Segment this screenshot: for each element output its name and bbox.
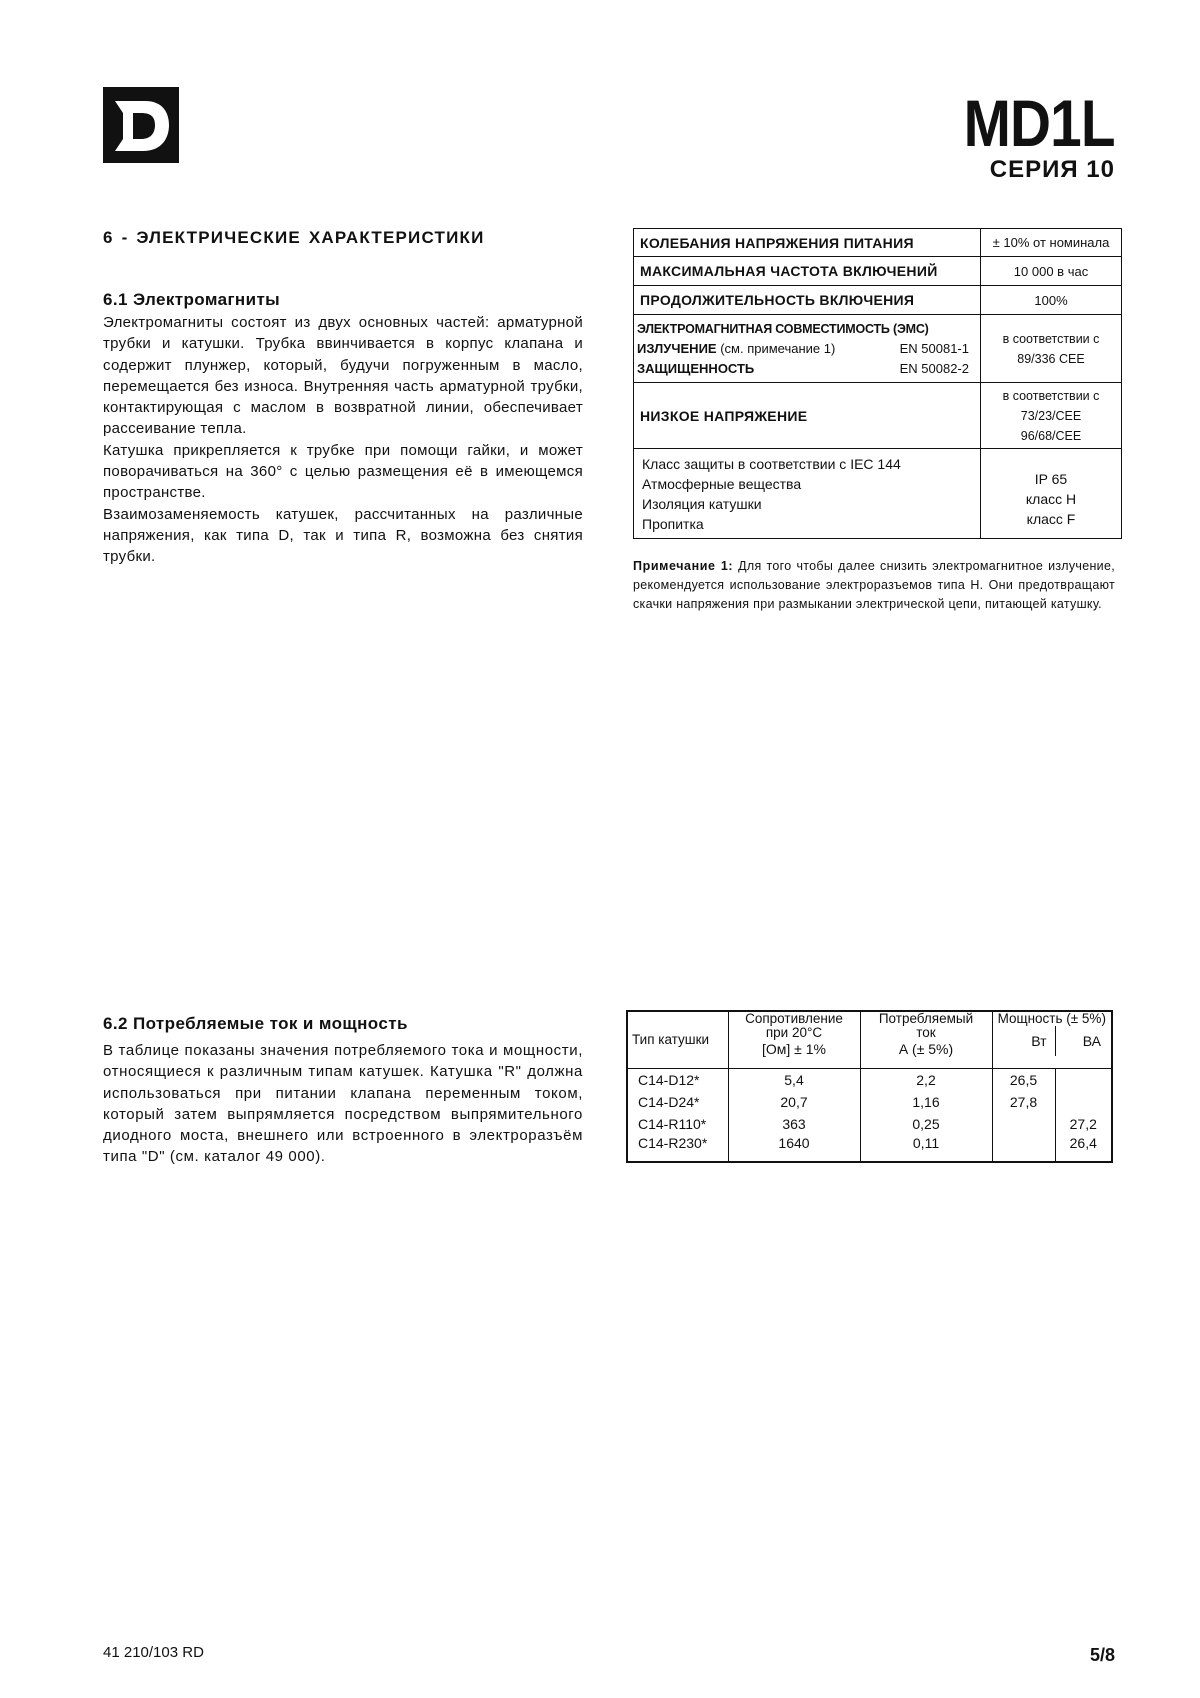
col-header-va: ВА — [1082, 1033, 1102, 1049]
paragraph: Электромагниты состоят из двух основных частей: арматурной трубки и катушки. Трубка ввинчивается в корпус клапана и содержит плунжер, который, будучи погруженным в масло, перемещается без износа. Внутренняя часть арматурной трубки, контактирующая с маслом в возвратной линии, обеспечивает рассеивание тепла. — [103, 314, 583, 438]
coil-type-cell: C14-R110* — [627, 1113, 728, 1135]
table-row — [634, 383, 1122, 449]
subsection-title-6-2: 6.2 Потребляемые ток и мощность — [103, 1014, 408, 1033]
insulation-value: класс H — [1025, 490, 1077, 507]
electrical-spec-table — [633, 228, 1122, 539]
emc-value-line: в соответствии с — [1002, 331, 1100, 346]
low-voltage-value-line: в соответствии с — [1002, 388, 1100, 403]
table-row — [627, 1091, 1112, 1113]
col-header-resistance — [728, 1011, 860, 1069]
impregnation-value: класс F — [1026, 510, 1076, 527]
va-cell: 27,2 — [1069, 1116, 1097, 1132]
table-row — [634, 257, 1122, 286]
emc-value-line: 89/336 CEE — [1017, 351, 1085, 366]
table-header-row — [627, 1011, 1112, 1069]
insulation-label: Изоляция катушки — [642, 495, 762, 512]
note-label: Примечание 1: — [633, 559, 734, 573]
subsection-text-6-1 — [103, 312, 583, 568]
resistance-cell: 363 — [728, 1113, 860, 1135]
watt-cell — [992, 1113, 1055, 1135]
resistance-cell: 1640 — [728, 1135, 860, 1162]
emc-value — [981, 315, 1122, 383]
paragraph: Взаимозаменяемость катушек, рассчитанных на различные напряжения, как типа D, так и типа R, возможна без снятия трубки. — [103, 505, 583, 566]
power-subheaders — [993, 1034, 1112, 1056]
low-voltage-value — [981, 383, 1122, 449]
coil-type-cell: C14-R230* — [627, 1135, 728, 1162]
va-cell: 26,4 — [1069, 1135, 1097, 1151]
duplomatic-logo — [103, 87, 179, 163]
protection-label: Класс защиты в соответствии с IEC 144 — [642, 455, 901, 472]
current-cell: 2,2 — [860, 1069, 992, 1092]
current-cell: 0,11 — [860, 1135, 992, 1162]
table-row — [627, 1135, 1112, 1162]
note-text: Для того чтобы далее снизить электромагнитное излучение, рекомендуется использование электроразъемов типа H. Они предотвращают скачки напряжения при размыкании электрической цепи, питающей катушку. — [633, 559, 1115, 611]
atmos-label: Атмосферные вещества — [642, 475, 802, 492]
subsection-text-6-2: В таблице показаны значения потребляемого тока и мощности, относящиеся к различным типам катушек. Катушка "R" должна использоваться при питании клапана переменным током, который затем выпрямляется посредством выпрямительного диодного моста, внешнего или встроенного в электроразъём типа "D" (см. каталог 49 000). — [103, 1042, 583, 1166]
watt-cell: 27,8 — [992, 1091, 1055, 1113]
emc-cell — [634, 315, 981, 383]
low-voltage-label: НИЗКОЕ НАПРЯЖЕНИЕ — [634, 383, 981, 449]
col-header-type: Тип катушки — [627, 1011, 728, 1069]
paragraph: Катушка прикрепляется к трубке при помощи гайки, и может поворачиваться на 360° с целью размещения её в имеющемся пространстве. — [103, 441, 583, 502]
coil-type-cell: C14-D24* — [627, 1091, 728, 1113]
immunity-label: ЗАЩИЩЕННОСТЬ — [637, 360, 755, 376]
watt-cell: 26,5 — [992, 1069, 1055, 1092]
current-cell: 0,25 — [860, 1113, 992, 1135]
series-label: СЕРИЯ 10 — [989, 156, 1115, 183]
col-header-resistance-line: Сопротивление — [745, 1011, 843, 1026]
col-header-current-line: Потребляемый — [878, 1011, 974, 1026]
section-title: 6 - ЭЛЕКТРИЧЕСКИЕ ХАРАКТЕРИСТИКИ — [103, 228, 485, 247]
low-voltage-value-line: 73/23/CEE — [1020, 408, 1082, 423]
emc-label: ЭЛЕКТРОМАГНИТНАЯ СОВМЕСТИМОСТЬ (ЭМС) — [637, 321, 929, 336]
col-header-current-line: А (± 5%) — [898, 1041, 954, 1057]
frequency-label: МАКСИМАЛЬНАЯ ЧАСТОТА ВКЛЮЧЕНИЙ — [634, 257, 981, 286]
protection-values — [981, 449, 1122, 539]
emission-standard: EN 50081-1 — [899, 340, 969, 356]
watt-cell — [992, 1135, 1055, 1162]
resistance-cell: 20,7 — [728, 1091, 860, 1113]
col-header-current-line: ток — [916, 1025, 936, 1040]
coil-consumption-table — [626, 1010, 1113, 1163]
current-cell: 1,16 — [860, 1091, 992, 1113]
va-cell — [1055, 1069, 1112, 1092]
col-header-resistance-line: при 20°C — [765, 1025, 823, 1040]
note-1 — [633, 557, 1115, 614]
table-row — [627, 1113, 1112, 1135]
page-number: 5/8 — [1089, 1645, 1115, 1665]
atmos-value: IP 65 — [1034, 470, 1068, 487]
resistance-cell: 5,4 — [728, 1069, 860, 1092]
immunity-line — [637, 359, 977, 379]
emission-note: (см. примечание 1) — [716, 340, 836, 356]
voltage-value: ± 10% от номинала — [981, 229, 1122, 257]
emission-label: ИЗЛУЧЕНИЕ — [637, 340, 717, 356]
table-row — [634, 315, 1122, 383]
col-header-watt: Вт — [993, 1026, 1056, 1056]
emission-line — [637, 339, 977, 359]
immunity-standard: EN 50082-2 — [899, 360, 969, 376]
col-header-resistance-line: [Ом] ± 1% — [762, 1041, 826, 1057]
low-voltage-value-line: 96/68/CEE — [1020, 428, 1082, 443]
protection-cell — [634, 449, 981, 539]
duty-value: 100% — [981, 286, 1122, 315]
table-row — [634, 449, 1122, 539]
col-header-power — [992, 1011, 1112, 1069]
document-number: 41 210/103 RD — [103, 1644, 204, 1661]
table-row — [634, 229, 1122, 257]
voltage-label: КОЛЕБАНИЯ НАПРЯЖЕНИЯ ПИТАНИЯ — [634, 229, 981, 257]
frequency-value: 10 000 в час — [981, 257, 1122, 286]
impregnation-label: Пропитка — [642, 515, 704, 532]
col-header-power-line: Мощность (± 5%) — [997, 1011, 1106, 1026]
table-row — [634, 286, 1122, 315]
col-header-current — [860, 1011, 992, 1069]
model-name: MD1L — [963, 86, 1115, 160]
subsection-title-6-1: 6.1 Электромагниты — [103, 290, 281, 309]
table-row — [627, 1069, 1112, 1092]
duty-label: ПРОДОЛЖИТЕЛЬНОСТЬ ВКЛЮЧЕНИЯ — [634, 286, 981, 315]
coil-type-cell: C14-D12* — [627, 1069, 728, 1092]
va-cell — [1055, 1091, 1112, 1113]
